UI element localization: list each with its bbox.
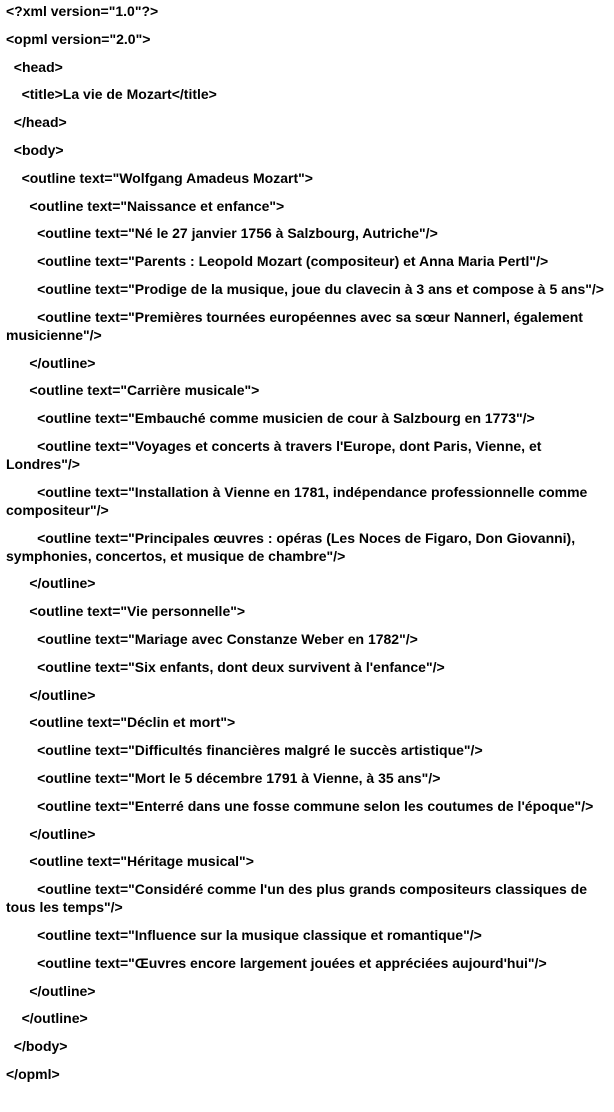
outline-close-line: </outline> xyxy=(6,686,96,703)
opml-document xyxy=(6,0,608,1093)
outline-item-line: <outline text="Enterré dans une fosse commune selon les coutumes de l'époque"/> xyxy=(6,797,594,814)
xml-declaration-line: <?xml version="1.0"?> xyxy=(6,3,159,19)
title-line: <title>La vie de Mozart</title> xyxy=(6,86,217,103)
outline-section-line: <outline text="Carrière musicale"> xyxy=(6,382,260,399)
body-open-line: <body> xyxy=(6,141,64,158)
outline-item-line: <outline text="Mariage avec Constanze Weber en 1782"/> xyxy=(6,630,418,647)
outline-item-line: <outline text="Considéré comme l'un des plus grands compositeurs classiques de tous les temps"/> xyxy=(6,881,591,916)
head-close-line: </head> xyxy=(6,114,67,131)
outline-section-line: <outline text="Héritage musical"> xyxy=(6,853,254,870)
outline-section-line: <outline text="Vie personnelle"> xyxy=(6,603,246,620)
outline-item-line: <outline text="Embauché comme musicien de cour à Salzbourg en 1773"/> xyxy=(6,410,535,427)
body-close-line: </body> xyxy=(6,1038,68,1055)
outline-item-line: <outline text="Né le 27 janvier 1756 à Salzbourg, Autriche"/> xyxy=(6,225,438,242)
outline-item-line: <outline text="Voyages et concerts à travers l'Europe, dont Paris, Vienne, et Londres"/> xyxy=(6,437,546,472)
outline-section-line: <outline text="Naissance et enfance"> xyxy=(6,197,285,214)
outline-item-line: <outline text="Six enfants, dont deux survivent à l'enfance"/> xyxy=(6,658,445,675)
outline-item-line: <outline text="Œuvres encore largement jouées et appréciées aujourd'hui"/> xyxy=(6,954,547,971)
outline-item-line: <outline text="Prodige de la musique, joue du clavecin à 3 ans et compose à 5 ans"/> xyxy=(6,280,604,297)
outline-item-line: <outline text="Influence sur la musique classique et romantique"/> xyxy=(6,926,482,943)
outline-item-line: <outline text="Difficultés financières malgré le succès artistique"/> xyxy=(6,742,483,759)
head-open-line: <head> xyxy=(6,58,63,75)
outline-root-close-line: </outline> xyxy=(6,1010,88,1027)
outline-section-line: <outline text="Déclin et mort"> xyxy=(6,714,236,731)
outline-item-line: <outline text="Principales œuvres : opéras (Les Noces de Figaro, Don Giovanni), symphonies, concertos, et musique de chambre"/> xyxy=(6,529,580,564)
outline-root-line: <outline text="Wolfgang Amadeus Mozart"> xyxy=(6,169,313,186)
outline-close-line: </outline> xyxy=(6,982,96,999)
opml-open-tag-line: <opml version="2.0"> xyxy=(6,30,151,47)
outline-close-line: </outline> xyxy=(6,575,96,592)
outline-item-line: <outline text="Premières tournées européennes avec sa sœur Nannerl, également musicienne"/> xyxy=(6,308,587,343)
opml-close-line: </opml> xyxy=(6,1065,60,1082)
outline-close-line: </outline> xyxy=(6,354,96,371)
outline-item-line: <outline text="Mort le 5 décembre 1791 à Vienne, à 35 ans"/> xyxy=(6,769,441,786)
outline-item-line: <outline text="Installation à Vienne en 1781, indépendance professionnelle comme compositeur"/> xyxy=(6,483,592,518)
outline-item-line: <outline text="Parents : Leopold Mozart (compositeur) et Anna Maria Pertl"/> xyxy=(6,253,549,270)
outline-close-line: </outline> xyxy=(6,825,96,842)
